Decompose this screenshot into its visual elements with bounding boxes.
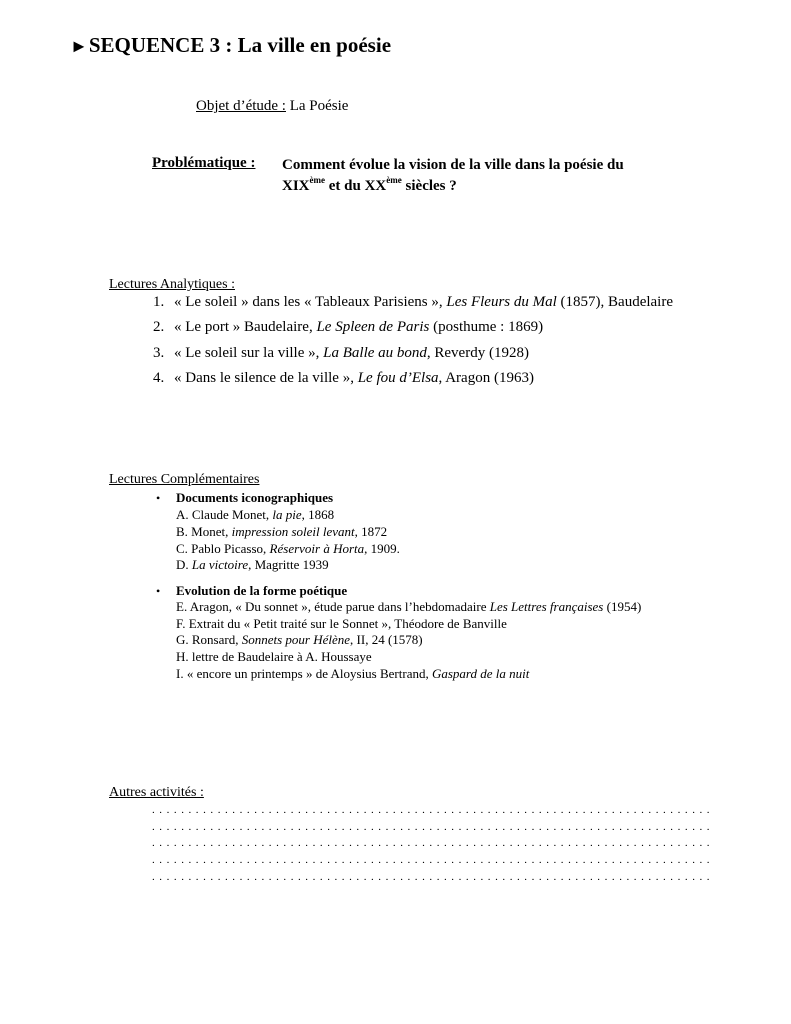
list-item: F. Extrait du « Petit traité sur le Sonnet », Théodore de Banville — [176, 616, 507, 631]
list-item-text: « Le port » Baudelaire, Le Spleen de Paris (posthume : 1869) — [174, 319, 544, 335]
problematique-line-2 — [282, 176, 624, 197]
study-object-label: Objet d’étude : — [196, 98, 286, 114]
problematique-question — [282, 155, 624, 197]
list-item-number: 2. — [153, 319, 165, 335]
lectures-analytiques-heading: Lectures Analytiques : — [109, 277, 235, 292]
dotted-line: . . . . . . . . . . . . . . . . . . . . . . . . . . . . . . . . . . . . . . . . . . . . . . . . . . . . . . . . . . . . . . . . . . . . . . . . . . . . . — [152, 871, 711, 883]
study-object — [196, 98, 348, 115]
superscript-eme: ème — [386, 175, 402, 185]
problematique-line-1: Comment évolue la vision de la ville dans la poésie du — [282, 157, 624, 173]
bullet-icon: • — [156, 491, 161, 505]
study-object-value: La Poésie — [285, 98, 349, 114]
list-item: G. Ronsard, Sonnets pour Hélène, II, 24 (1578) — [176, 632, 423, 647]
list-item-number: 4. — [153, 370, 165, 386]
century-19: XIX — [282, 178, 310, 194]
group-title-iconographiques: Documents iconographiques — [176, 490, 334, 505]
list-item: E. Aragon, « Du sonnet », étude parue dans l’hebdomadaire Les Lettres françaises (1954) — [176, 599, 642, 614]
list-item-text: « Le soleil » dans les « Tableaux Parisiens », Les Fleurs du Mal (1857), Baudelaire — [174, 294, 674, 310]
list-item: A. Claude Monet, la pie, 1868 — [176, 507, 335, 522]
list-item: I. « encore un printemps » de Aloysius Bertrand, Gaspard de la nuit — [176, 666, 530, 681]
group-title-forme-poetique: Evolution de la forme poétique — [176, 583, 348, 598]
page-title-text: SEQUENCE 3 : La ville en poésie — [88, 33, 392, 57]
list-item-number: 1. — [153, 294, 165, 310]
list-item: H. lettre de Baudelaire à A. Houssaye — [176, 649, 372, 664]
century-20-prefix: et du XX — [325, 178, 387, 194]
dotted-line: . . . . . . . . . . . . . . . . . . . . . . . . . . . . . . . . . . . . . . . . . . . . . . . . . . . . . . . . . . . . . . . . . . . . . . . . . . . . . — [152, 821, 711, 833]
list-item: D. La victoire, Magritte 1939 — [176, 557, 329, 572]
problematique-label: Problématique : — [152, 155, 256, 171]
page-title — [70, 33, 391, 58]
centuries-suffix: siècles ? — [401, 178, 457, 194]
triangle-arrow-icon: ► — [70, 36, 88, 56]
dotted-line: . . . . . . . . . . . . . . . . . . . . . . . . . . . . . . . . . . . . . . . . . . . . . . . . . . . . . . . . . . . . . . . . . . . . . . . . . . . . . — [152, 837, 711, 849]
autres-activites-heading: Autres activités : — [109, 785, 204, 800]
list-item-number: 3. — [153, 345, 165, 361]
dotted-line: . . . . . . . . . . . . . . . . . . . . . . . . . . . . . . . . . . . . . . . . . . . . . . . . . . . . . . . . . . . . . . . . . . . . . . . . . . . . . — [152, 854, 711, 866]
list-item-text: « Dans le silence de la ville », Le fou d’Elsa, Aragon (1963) — [174, 370, 534, 386]
bullet-icon: • — [156, 584, 161, 598]
list-item-text: « Le soleil sur la ville », La Balle au bond, Reverdy (1928) — [174, 345, 529, 361]
dotted-line: . . . . . . . . . . . . . . . . . . . . . . . . . . . . . . . . . . . . . . . . . . . . . . . . . . . . . . . . . . . . . . . . . . . . . . . . . . . . . — [152, 804, 711, 816]
list-item: B. Monet, impression soleil levant, 1872 — [176, 524, 388, 539]
superscript-eme: ème — [309, 175, 326, 185]
list-item: C. Pablo Picasso, Réservoir à Horta, 1909. — [176, 541, 400, 556]
lectures-complementaires-heading: Lectures Complémentaires — [109, 472, 260, 487]
